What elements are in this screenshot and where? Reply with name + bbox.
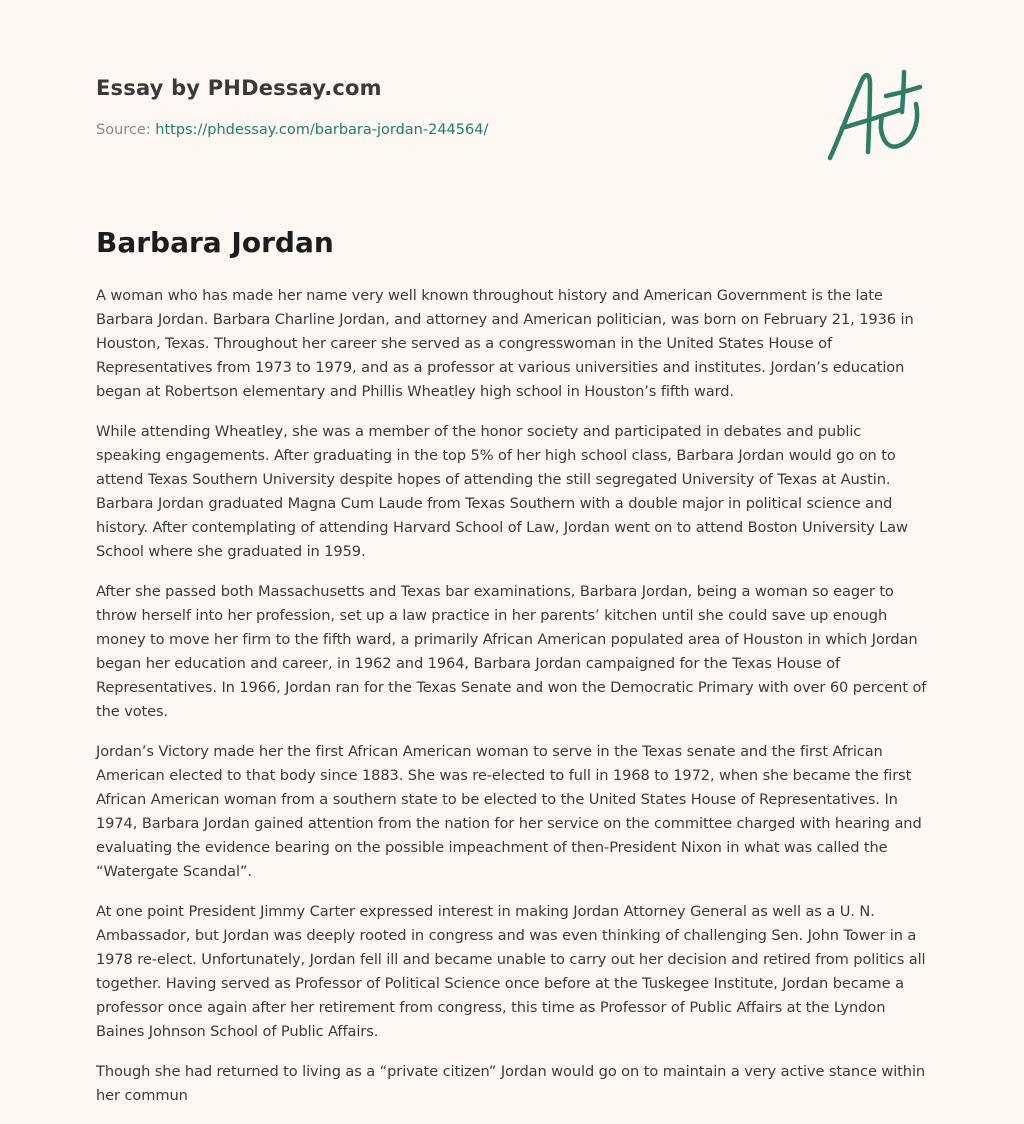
essay-paragraph: After she passed both Massachusetts and Texas bar examinations, Barbara Jordan, being a woman so eager to throw herself into her profession, set up a law practice in her parents’ kitchen until she could save up enough money to move her firm to the fifth ward, a primarily African American populated area of Houston in which Jordan began her education and career, in 1962 and 1964, Barbara Jordan campaigned for the Texas House of Representatives. In 1966, Jordan ran for the Texas Senate and won the Democratic Primary with over 60 percent of the votes. bbox=[96, 583, 927, 720]
source-link[interactable]: https://phdessay.com/barbara-jordan-244564/ bbox=[155, 122, 489, 138]
essay-title: Barbara Jordan bbox=[96, 226, 334, 259]
essay-paragraph: Though she had returned to living as a “private citizen” Jordan would go on to maintain a very active stance within her commun bbox=[96, 1063, 926, 1104]
essay-paragraph: While attending Wheatley, she was a member of the honor society and participated in debates and public speaking engagements. After graduating in the top 5% of her high school class, Barbara Jordan would go on to attend Texas Southern University despite hopes of attending the still segregated University of Texas at Austin. Barbara Jordan graduated Magna Cum Laude from Texas Southern with a double major in political science and history. After contemplating of attending Harvard School of Law, Jordan went on to attend Boston University Law School where she graduated in 1959. bbox=[96, 423, 908, 560]
essay-paragraph: At one point President Jimmy Carter expressed interest in making Jordan Attorney General as well as a U. N. Ambassador, but Jordan was deeply rooted in congress and was even thinking of challenging Sen. John Tower in a 1978 re-elect. Unfortunately, Jordan fell ill and became unable to carry out her decision and retired from politics all together. Having served as Professor of Political Science once before at the Tuskegee Institute, Jordan became a professor once again after her retirement from congress, this time as Professor of Public Affairs at the Lyndon Baines Johnson School of Public Affairs. bbox=[96, 903, 926, 1040]
essay-paragraph: A woman who has made her name very well known throughout history and American Government is the late Barbara Jordan. Barbara Charline Jordan, and attorney and American politician, was born on February 21, 1936 in Houston, Texas. Throughout her career she served as a congresswoman in the United States House of Representatives from 1973 to 1979, and as a professor at various universities and institutes. Jordan’s education began at Robertson elementary and Phillis Wheatley high school in Houston’s fifth ward. bbox=[96, 287, 914, 400]
essay-header bbox=[96, 76, 736, 138]
site-brand: Essay by PHDessay.com bbox=[96, 76, 382, 100]
source-label: Source: bbox=[96, 122, 151, 138]
source-line bbox=[96, 122, 736, 138]
a-plus-logo-icon bbox=[820, 66, 930, 166]
essay-body bbox=[96, 284, 928, 1124]
essay-paragraph: Jordan’s Victory made her the first African American woman to serve in the Texas senate and the first African American elected to that body since 1883. She was re-elected to full in 1968 to 1972, when she became the first African American woman from a southern state to be elected to the United States House of Representatives. In 1974, Barbara Jordan gained attention from the nation for her service on the committee charged with hearing and evaluating the evidence bearing on the possible impeachment of then-President Nixon in what was called the “Watergate Scandal”. bbox=[96, 743, 922, 880]
